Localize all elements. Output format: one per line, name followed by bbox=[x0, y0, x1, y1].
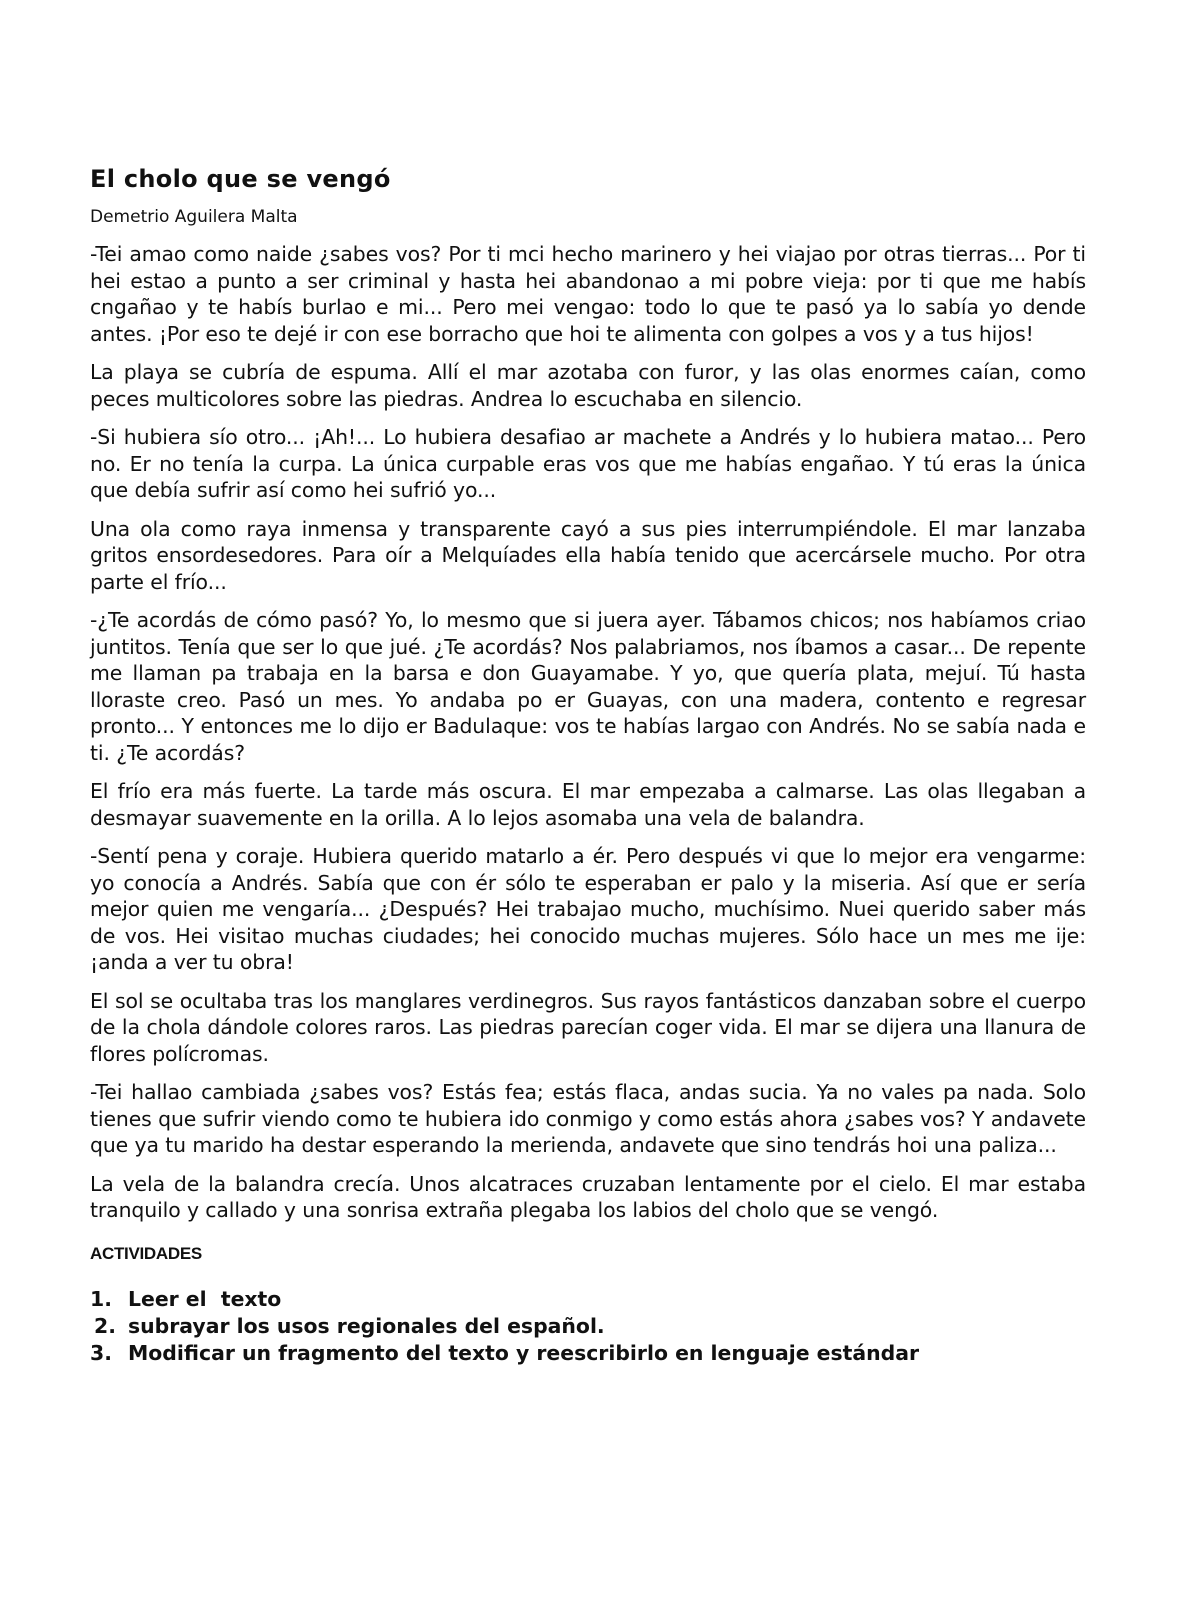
activity-item bbox=[90, 1340, 1086, 1367]
activity-number: 1. bbox=[90, 1286, 112, 1311]
paragraph: -Sentí pena y coraje. Hubiera querido matarlo a ér. Pero después vi que lo mejor era vengarme: yo conocía a Andrés. Sabía que con ér sólo te esperaban er palo y la miseria. Así que er sería mejor quien me vengaría... ¿Después? Hei trabajao mucho, muchísimo. Nuei querido saber más de vos. Hei visitao muchas ciudades; hei conocido muchas mujeres. Sólo hace un mes me ije: ¡anda a ver tu obra! bbox=[90, 844, 1086, 974]
paragraph: -Si hubiera síо otro... ¡Ah!... Lo hubiera desafiao ar machete a Andrés y lo hubiera matao... Pero no. Er no tenía la curpa. La única curpable eras vos que me habías engañao. Y tú eras la única que debía sufrir así como hei sufrió yo... bbox=[90, 425, 1086, 502]
paragraph: La playa se cubría de espuma. Allí el mar azotaba con furor, y las olas enormes caían, como peces multicolores sobre las piedras. Andrea lo escuchaba en silencio. bbox=[90, 360, 1086, 411]
story-title: El cholo que se vengó bbox=[90, 165, 391, 193]
activity-item bbox=[90, 1286, 1086, 1313]
story-author: Demetrio Aguilera Malta bbox=[90, 207, 298, 227]
activity-item bbox=[90, 1313, 1086, 1340]
paragraph: El sol se ocultaba tras los manglares verdinegros. Sus rayos fantásticos danzaban sobre el cuerpo de la chola dándole colores raros. Las piedras parecían coger vida. El mar se dijera una llanura de flores polícromas. bbox=[90, 988, 1086, 1066]
activity-text: Modificar un fragmento del texto y reescribirlo en lenguaje estándar bbox=[128, 1340, 920, 1365]
paragraph: -Tei hallao cambiada ¿sabes vos? Estás fea; estás flaca, andas sucia. Ya no vales pa nada. Solo tienes que sufrir viendo como te hubiera ido conmigo y como estás ahora ¿sabes vos? Y andavete que ya tu marido ha destar esperando la merienda, andavete que sino tendrás hoi una paliza... bbox=[90, 1080, 1086, 1157]
paragraph: La vela de la balandra crecía. Unos alcatraces cruzaban lentamente por el cielo. El mar estaba tranquilo y callado y una sonrisa extraña plegaba los labios del cholo que se vengó. bbox=[90, 1171, 1086, 1222]
document-body bbox=[90, 165, 1086, 1367]
paragraph: El frío era más fuerte. La tarde más oscura. El mar empezaba a calmarse. Las olas llegaban a desmayar suavemente en la orilla. A lo lejos asomaba una vela de balandra. bbox=[90, 779, 1086, 830]
activity-text: Leer el texto bbox=[128, 1286, 282, 1311]
paragraph: -Tei amao como naide ¿sabes vos? Por ti mci hecho marinero y hei viajao por otras tierras... Por ti hei estao a punto a ser criminal y hasta hei abandonao a mi pobre vieja: por ti que me habís cngañao y te habís burlao e mi... Pero mei vengao: todo lo que te pasó ya lo sabía yo dende antes. ¡Por eso te dejé ir con ese borracho que hoi te alimenta con golpes a vos y a tus hijos! bbox=[90, 242, 1086, 346]
paragraph: -¿Te acordás de cómo pasó? Yo, lo mesmo que si juera ayer. Tábamos chicos; nos habíamos criao juntitos. Tenía que ser lo que jué. ¿Te acordás? Nos palabriamos, nos íbamos a casar... De repente me llaman pa trabaja en la barsa e don Guayamabe. Y yo, que quería plata, mejuí. Tú hasta lloraste creo. Pasó un mes. Yo andaba po er Guayas, con una madera, contento e regresar pronto... Y entonces me lo dijo er Badulaque: vos te habías largao con Andrés. No se sabía nada e ti. ¿Te acordás? bbox=[90, 608, 1086, 765]
activity-number: 3. bbox=[90, 1340, 112, 1365]
activities-list bbox=[90, 1286, 1086, 1367]
paragraph: Una ola como raya inmensa y transparente cayó a sus pies interrumpiéndole. El mar lanzaba gritos ensordesedores. Para oír a Melquíades ella había tenido que acercársele mucho. Por otra parte el frío... bbox=[90, 516, 1086, 594]
activities-heading: ACTIVIDADES bbox=[90, 1243, 202, 1263]
activity-text: subrayar los usos regionales del español. bbox=[128, 1313, 605, 1338]
activity-number: 2. bbox=[94, 1313, 116, 1338]
